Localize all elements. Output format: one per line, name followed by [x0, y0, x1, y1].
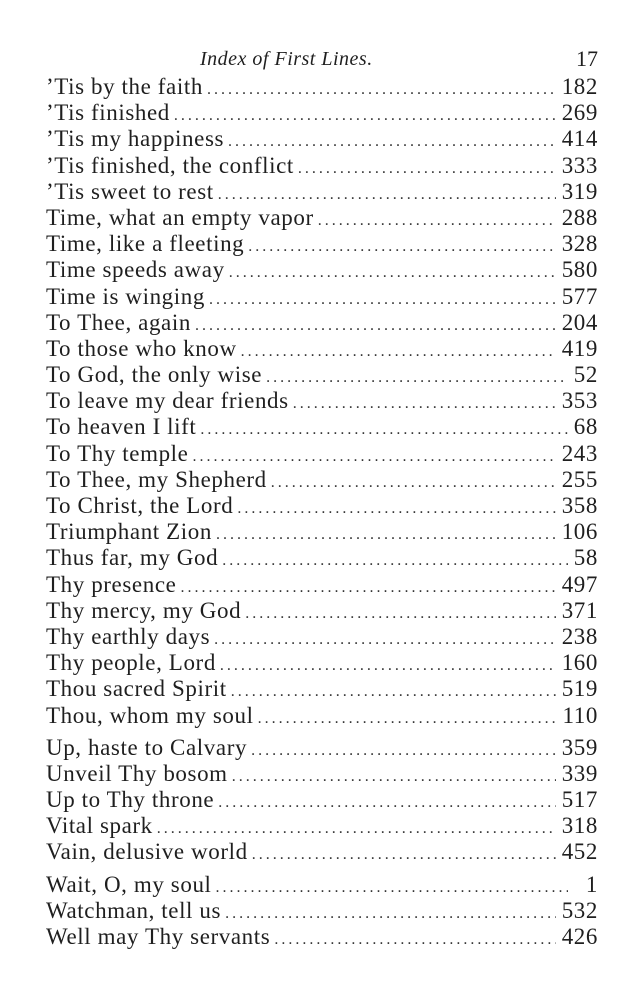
entry-page-number: 58 — [573, 545, 598, 571]
index-entry — [46, 205, 598, 231]
dot-leader — [232, 764, 556, 790]
entry-page-number: 288 — [561, 204, 598, 230]
entry-page-number: 238 — [561, 623, 598, 649]
dot-leader — [228, 129, 556, 155]
entry-page-number: 371 — [561, 597, 598, 623]
index-entry — [46, 924, 598, 950]
entry-first-line: To Thy temple — [46, 440, 189, 466]
dot-leader — [225, 901, 556, 927]
entry-first-line: Vital spark — [46, 813, 153, 839]
entry-first-line: Time, what an empty vapor — [46, 204, 314, 230]
entry-page-number: 1 — [585, 871, 598, 897]
entry-first-line: Vain, delusive world — [46, 839, 248, 865]
entry-page-number: 243 — [561, 440, 598, 466]
index-entry — [46, 126, 598, 152]
index-entry — [46, 362, 598, 388]
entry-first-line: To those who know — [46, 335, 237, 361]
index-entry — [46, 493, 598, 519]
entry-first-line: Triumphant Zion — [46, 519, 212, 545]
entry-first-line: Thus far, my God — [46, 545, 219, 571]
entry-page-number: 452 — [561, 839, 598, 865]
entry-page-number: 359 — [561, 734, 598, 760]
entry-first-line: Up to Thy throne — [46, 787, 215, 813]
dot-leader — [216, 875, 568, 901]
dot-leader — [248, 234, 555, 260]
index-entry — [46, 153, 598, 179]
index-entry — [46, 310, 598, 336]
index-entry — [46, 388, 598, 414]
entry-first-line: ’Tis by the faith — [46, 74, 203, 99]
entry-page-number: 517 — [561, 787, 598, 813]
dot-leader — [220, 653, 556, 679]
entry-page-number: 333 — [561, 152, 598, 178]
index-entry — [46, 735, 598, 761]
entry-first-line: Time speeds away — [46, 257, 225, 283]
dot-leader — [207, 77, 556, 103]
dot-leader — [180, 575, 555, 601]
entry-first-line: Thy people, Lord — [46, 650, 216, 676]
entry-first-line: ’Tis sweet to rest — [46, 178, 214, 204]
index-entry — [46, 336, 598, 362]
index-entry — [46, 100, 598, 126]
entry-first-line: Thy earthly days — [46, 623, 211, 649]
index-of-first-lines — [46, 74, 598, 950]
index-entry — [46, 545, 598, 571]
entry-page-number: 532 — [561, 897, 598, 923]
entry-page-number: 580 — [561, 257, 598, 283]
dot-leader — [200, 417, 567, 443]
dot-leader — [222, 548, 568, 574]
running-title: Index of First Lines. — [200, 48, 373, 70]
dot-leader — [192, 444, 555, 470]
entry-first-line: Up, haste to Calvary — [46, 734, 248, 760]
dot-leader — [218, 182, 556, 208]
dot-leader — [293, 391, 556, 417]
entry-first-line: Thy presence — [46, 571, 177, 597]
index-entry — [46, 703, 598, 729]
index-entry — [46, 284, 598, 310]
index-entry — [46, 598, 598, 624]
entry-page-number: 110 — [562, 702, 598, 728]
dot-leader — [237, 496, 555, 522]
entry-first-line: To Thee, again — [46, 309, 191, 335]
entry-first-line: To Christ, the Lord — [46, 493, 234, 518]
dot-leader — [195, 313, 556, 339]
entry-first-line: ’Tis finished — [46, 100, 170, 126]
index-entry — [46, 624, 598, 650]
index-entry — [46, 467, 598, 493]
index-entry — [46, 676, 598, 702]
index-entry — [46, 179, 598, 205]
dot-leader — [252, 842, 556, 868]
entry-page-number: 106 — [561, 519, 598, 545]
entry-page-number: 328 — [561, 231, 598, 257]
entry-first-line: Thou, whom my soul — [46, 702, 254, 728]
index-entry — [46, 441, 598, 467]
entry-first-line: ’Tis finished, the conflict — [46, 152, 294, 178]
entry-first-line: Watchman, tell us — [46, 897, 222, 923]
entry-page-number: 255 — [561, 466, 598, 492]
entry-page-number: 318 — [561, 813, 598, 839]
index-entry — [46, 74, 598, 100]
dot-leader — [157, 816, 556, 842]
entry-first-line: ’Tis my happiness — [46, 126, 225, 152]
index-entry — [46, 898, 598, 924]
entry-first-line: Unveil Thy bosom — [46, 760, 228, 786]
dot-leader — [229, 260, 556, 286]
index-entry — [46, 650, 598, 676]
dot-leader — [274, 927, 555, 953]
entry-page-number: 182 — [561, 74, 598, 99]
entry-page-number: 353 — [561, 388, 598, 414]
entry-first-line: To leave my dear friends — [46, 388, 289, 414]
index-entry — [46, 572, 598, 598]
index-entry — [46, 813, 598, 839]
dot-leader — [266, 365, 568, 391]
dot-leader — [218, 790, 555, 816]
entry-page-number: 358 — [561, 493, 598, 518]
entry-page-number: 497 — [561, 571, 598, 597]
dot-leader — [231, 679, 556, 705]
entry-first-line: Thy mercy, my God — [46, 597, 242, 623]
dot-leader — [214, 627, 556, 653]
entry-page-number: 319 — [561, 178, 598, 204]
entry-page-number: 269 — [561, 100, 598, 126]
entry-first-line: Well may Thy servants — [46, 924, 271, 949]
entry-first-line: To Thee, my Shepherd — [46, 466, 267, 492]
index-entry — [46, 231, 598, 257]
entry-page-number: 339 — [561, 760, 598, 786]
entry-page-number: 577 — [561, 283, 598, 309]
entry-page-number: 519 — [561, 676, 598, 702]
entry-first-line: Thou sacred Spirit — [46, 676, 227, 702]
index-entry — [46, 872, 598, 898]
dot-leader — [298, 156, 556, 182]
entry-page-number: 204 — [561, 309, 598, 335]
dot-leader — [245, 601, 555, 627]
dot-leader — [241, 339, 556, 365]
dot-leader — [318, 208, 556, 234]
entry-first-line: Wait, O, my soul — [46, 871, 212, 897]
entry-first-line: To heaven I lift — [46, 414, 197, 440]
dot-leader — [258, 706, 557, 732]
page-number: 17 — [576, 46, 598, 71]
dot-leader — [251, 738, 556, 764]
entry-page-number: 160 — [561, 650, 598, 676]
entry-first-line: Time is winging — [46, 283, 205, 309]
dot-leader — [174, 103, 556, 129]
entry-page-number: 52 — [573, 362, 598, 388]
index-entry — [46, 787, 598, 813]
entry-first-line: To God, the only wise — [46, 362, 263, 388]
page-header — [0, 46, 640, 76]
entry-page-number: 419 — [561, 335, 598, 361]
index-entry — [46, 519, 598, 545]
dot-leader — [216, 522, 556, 548]
entry-page-number: 68 — [573, 414, 598, 440]
index-entry — [46, 257, 598, 283]
entry-first-line: Time, like a fleeting — [46, 231, 245, 257]
entry-page-number: 414 — [561, 126, 598, 152]
dot-leader — [209, 287, 556, 313]
index-entry — [46, 839, 598, 865]
entry-page-number: 426 — [561, 924, 598, 949]
index-entry — [46, 761, 598, 787]
index-entry — [46, 414, 598, 440]
dot-leader — [271, 470, 556, 496]
